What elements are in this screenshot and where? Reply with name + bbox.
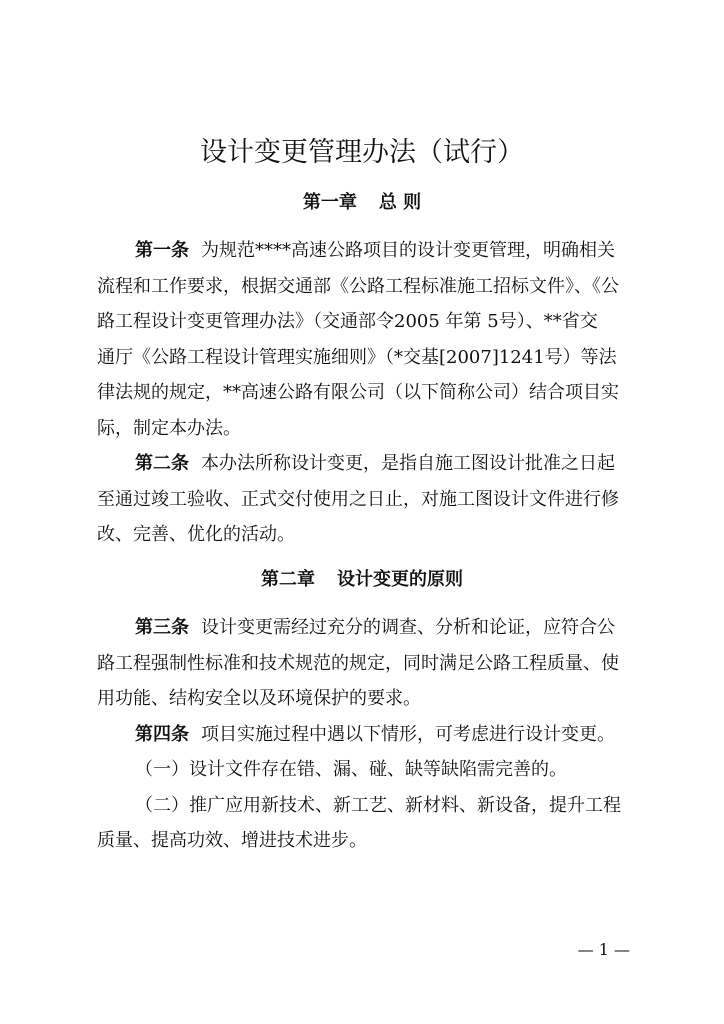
article-4-line (97, 717, 631, 753)
article-3-text: 设计变更需经过充分的调查、分析和论证，应符合公 (201, 617, 615, 638)
article-2-line: 改、完善、优化的活动。 (97, 524, 295, 545)
article-1-line: 际，制定本办法。 (97, 417, 241, 439)
chapter-1-body (97, 233, 631, 553)
article-3-line (97, 610, 631, 646)
chapter-1-name: 总 则 (378, 192, 422, 213)
chapter-2-name: 设计变更的原则 (337, 569, 463, 590)
article-3-label: 第三条 (135, 617, 189, 638)
article-1-line: 通厅《公路工程设计管理实施细则》（*交基[2007]1241号）等法 (97, 346, 617, 368)
article-3-line: 用功能、结构安全以及环境保护的要求。 (97, 688, 421, 709)
page-number: — 1 — (577, 940, 630, 959)
chapter-2-heading (0, 565, 724, 591)
article-4-line: 质量、提高功效、增进技术进步。 (97, 830, 367, 851)
document-title: 设计变更管理办法（试行） (200, 137, 524, 168)
article-1-line: 路工程设计变更管理办法》（交通部令2005 年第 5号）、**省交 (97, 311, 598, 332)
article-1-text: 为规范****高速公路项目的设计变更管理，明确相关 (201, 240, 615, 261)
article-1-line (97, 233, 631, 269)
article-1-label: 第一条 (135, 240, 189, 261)
article-4-label: 第四条 (135, 723, 189, 745)
chapter-2-body (97, 610, 631, 859)
article-2-line: 至通过竣工验收、正式交付使用之日止，对施工图设计文件进行修 (97, 488, 619, 510)
chapter-1-label: 第一章 (302, 192, 357, 213)
article-1-line: 律法规的规定，**高速公路有限公司（以下简称公司）结合项目实 (97, 382, 619, 403)
article-4-text: 项目实施过程中遇以下情形，可考虑进行设计变更。 (201, 723, 615, 745)
article-4-item-1: （一）设计文件存在错、漏、碰、缺等缺陷需完善的。 (135, 759, 567, 780)
article-2-text: 本办法所称设计变更，是指自施工图设计批准之日起 (201, 453, 615, 474)
article-2-label: 第二条 (135, 453, 189, 474)
article-1-line: 流程和工作要求，根据交通部《公路工程标准施工招标文件》、《公 (97, 275, 619, 297)
chapter-1-heading (0, 188, 724, 214)
article-3-line: 路工程强制性标准和技术规范的规定，同时满足公路工程质量、使 (97, 652, 619, 674)
chapter-2-label: 第二章 (261, 569, 315, 590)
article-2-line (97, 446, 631, 482)
article-4-item-2: （二）推广应用新技术、新工艺、新材料、新设备，提升工程 (135, 794, 621, 816)
